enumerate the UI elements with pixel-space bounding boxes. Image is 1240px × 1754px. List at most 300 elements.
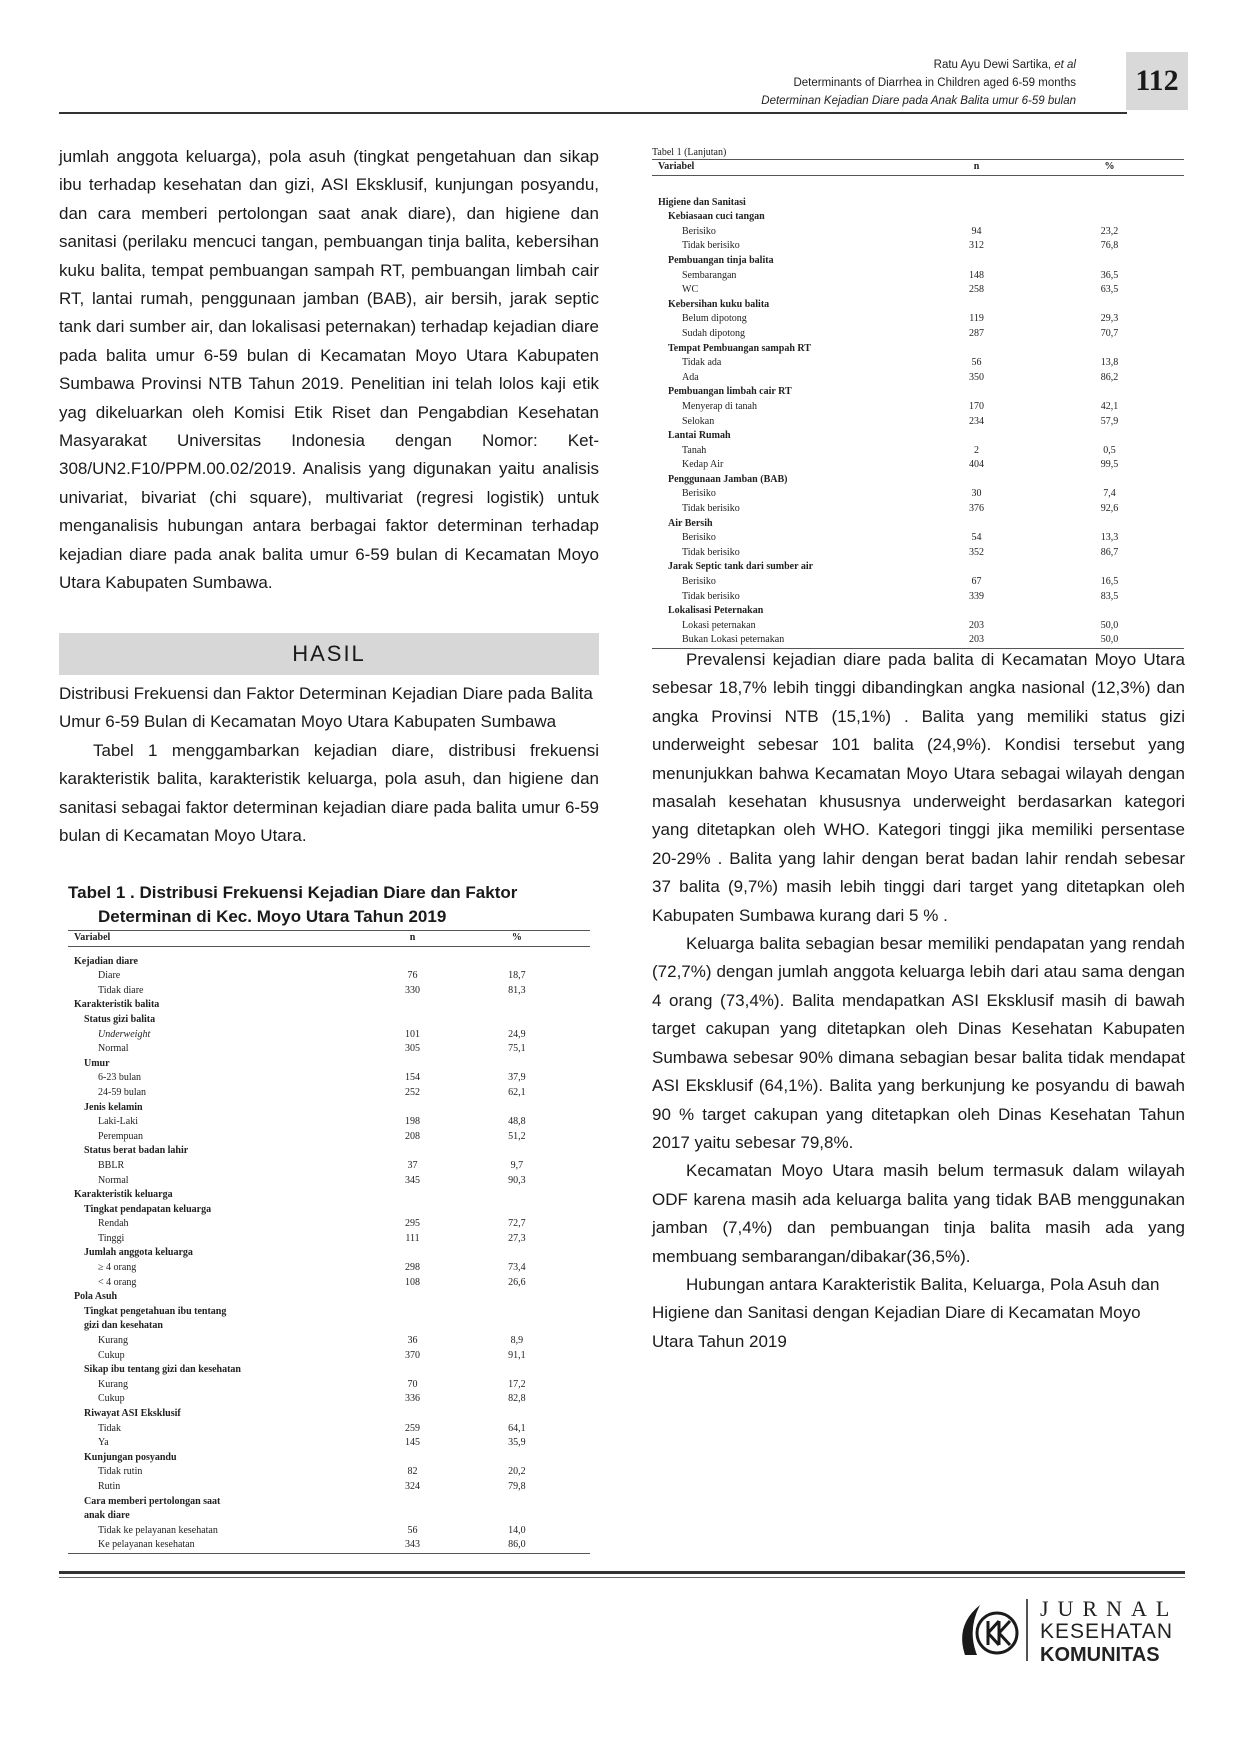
journal-logo-icon — [955, 1595, 1035, 1670]
table-cell-n: 234 — [969, 415, 985, 427]
table-cell-n: 154 — [405, 1072, 421, 1084]
table-cell-variabel: Diare — [98, 970, 121, 982]
table-cell-pct — [1035, 560, 1184, 575]
table-caption-line2: Determinan di Kec. Moyo Utara Tahun 2019 — [98, 907, 447, 926]
table-cell-n — [381, 955, 444, 970]
table-row — [68, 1509, 590, 1524]
table-cont-header-variabel: Variabel — [658, 161, 695, 172]
table-row — [68, 1290, 590, 1305]
table-cell-variabel: Tidak berisiko — [682, 590, 740, 602]
table-row — [68, 1232, 590, 1247]
table-cell-n — [918, 342, 1035, 357]
table-cell-variabel: Berisiko — [682, 225, 716, 237]
journal-logo-text — [1040, 1597, 1178, 1667]
table-cell-variabel: Tingkat pengetahuan ibu tentang — [84, 1305, 227, 1317]
table-cell-variabel: Tidak diare — [98, 984, 144, 996]
table-cell-pct: 76,8 — [1100, 240, 1119, 252]
table-cell-n — [381, 1290, 444, 1305]
table-cell-variabel: Selokan — [682, 415, 715, 427]
table-cell-pct: 81,3 — [508, 984, 526, 996]
table-cell-pct: 72,7 — [508, 1218, 526, 1230]
table-cell-n: 108 — [405, 1276, 421, 1288]
table-row — [652, 298, 1184, 313]
table-cell-pct: 99,5 — [1100, 459, 1119, 471]
table-row — [68, 1538, 590, 1553]
table-cell-variabel: Menyerap di tanah — [682, 400, 757, 412]
running-header — [761, 56, 1076, 110]
table-cell-variabel: Tinggi — [98, 1232, 125, 1244]
table-cell-n: 203 — [969, 634, 985, 646]
table-cell-variabel: Tanah — [682, 444, 707, 456]
table-cell-variabel: Tidak berisiko — [682, 240, 740, 252]
table-cell-pct: 24,9 — [508, 1028, 526, 1040]
table-cell-n — [918, 298, 1035, 313]
table-cell-n — [381, 1407, 444, 1422]
table-cell-pct — [1035, 298, 1184, 313]
table-row — [68, 1174, 590, 1189]
table-cell-variabel: Ada — [682, 371, 699, 383]
table-row — [68, 984, 590, 999]
table-cell-n — [381, 1495, 444, 1510]
table-1-bottom-rule — [68, 1553, 590, 1554]
table-row — [68, 1130, 590, 1145]
table-cell-n — [381, 998, 444, 1013]
table-cell-n: 295 — [405, 1218, 421, 1230]
table-row — [68, 1407, 590, 1422]
table-cell-variabel: Ke pelayanan kesehatan — [98, 1539, 195, 1551]
table-row — [652, 371, 1184, 386]
table-cell-pct — [444, 1101, 590, 1116]
body-paragraph: Tabel 1 menggambarkan kejadian diare, distribusi frekuensi karakteristik balita, karakteristik keluarga, pola asuh, dan higiene dan sanitasi sebagai faktor determinan kejadian diare pada balita umur 6-59 bulan di Kecamatan Moyo Utara. — [59, 740, 599, 846]
table-cell-pct — [1035, 429, 1184, 444]
table-row — [68, 1057, 590, 1072]
table-cell-variabel: Belum dipotong — [682, 313, 747, 325]
table-cell-variabel: Perempuan — [98, 1130, 143, 1142]
table-row — [68, 1378, 590, 1393]
table-cell-n: 36 — [407, 1335, 418, 1347]
table-row — [652, 254, 1184, 269]
table-cell-n: 70 — [407, 1378, 418, 1390]
table-row — [652, 196, 1184, 211]
table-cell-pct — [444, 1319, 590, 1334]
table-cell-variabel: Tidak ke pelayanan kesehatan — [98, 1524, 218, 1536]
table-cell-n — [918, 196, 1035, 211]
table-cell-variabel: Tidak — [98, 1422, 121, 1434]
table-row — [68, 1246, 590, 1261]
table-cell-pct — [444, 1246, 590, 1261]
table-cell-variabel: Tidak berisiko — [682, 546, 740, 558]
table-cell-pct — [444, 1290, 590, 1305]
table-cell-variabel: Kebersihan kuku balita — [668, 298, 770, 310]
table-cell-pct: 20,2 — [508, 1466, 526, 1478]
table-cell-variabel: Kejadian diare — [74, 955, 138, 967]
table-cell-n: 350 — [969, 371, 985, 383]
table-cell-n: 345 — [405, 1174, 421, 1186]
table-row — [68, 1334, 590, 1349]
table-row — [68, 1101, 590, 1116]
table-cell-variabel: Jumlah anggota keluarga — [84, 1247, 193, 1259]
table-cell-n: 330 — [405, 984, 421, 996]
table-row — [68, 1042, 590, 1057]
table-cell-variabel: Lantai Rumah — [668, 430, 731, 442]
table-row — [68, 1480, 590, 1495]
table-row — [68, 1086, 590, 1101]
table-row — [652, 312, 1184, 327]
table-cell-pct: 13,3 — [1100, 532, 1119, 544]
table-cell-variabel: Sikap ibu tentang gizi dan kesehatan — [84, 1364, 241, 1376]
table-cell-variabel: Rutin — [98, 1480, 121, 1492]
table-cell-pct: 18,7 — [508, 970, 526, 982]
table-cell-variabel: Normal — [98, 1174, 129, 1186]
table-cell-n: 287 — [969, 327, 985, 339]
table-cell-variabel: Ya — [98, 1437, 109, 1449]
table-cell-n: 305 — [405, 1043, 421, 1055]
table-cell-variabel: ≥ 4 orang — [98, 1262, 137, 1274]
table-cell-variabel: Lokalisasi Peternakan — [668, 605, 764, 617]
table-row — [68, 1071, 590, 1086]
table-cell-variabel: Riwayat ASI Eksklusif — [84, 1408, 181, 1419]
table-cell-pct — [1035, 385, 1184, 400]
table-cell-pct: 9,7 — [510, 1159, 524, 1171]
table-caption-line1: Tabel 1 . Distribusi Frekuensi Kejadian Diare dan Faktor — [68, 883, 518, 902]
table-row — [68, 1188, 590, 1203]
table-cell-n: 324 — [405, 1480, 421, 1492]
table-cell-variabel: Pola Asuh — [74, 1291, 118, 1303]
table-row — [652, 575, 1184, 590]
table-cell-pct: 50,0 — [1100, 619, 1119, 631]
table-cell-pct: 8,9 — [510, 1335, 524, 1347]
table-cell-variabel: Kurang — [98, 1335, 128, 1347]
table-cell-pct: 14,0 — [508, 1524, 526, 1536]
table-cell-pct: 83,5 — [1100, 590, 1119, 602]
table-header-pct: % — [511, 932, 522, 943]
table-cell-pct — [444, 1144, 590, 1159]
table-caption — [68, 881, 588, 929]
table-cell-n — [918, 254, 1035, 269]
table-cont-header-pct: % — [1104, 161, 1115, 172]
table-cell-n: 119 — [969, 313, 984, 325]
table-row — [68, 1276, 590, 1291]
table-cell-n: 404 — [969, 459, 985, 471]
table-row — [68, 1451, 590, 1466]
table-cell-n — [918, 385, 1035, 400]
table-cell-pct — [1035, 210, 1184, 225]
table-cell-variabel: Tempat Pembuangan sampah RT — [668, 342, 811, 354]
table-cell-variabel: Berisiko — [682, 532, 716, 544]
left-column-top — [59, 143, 599, 598]
table-cell-n: 298 — [405, 1262, 421, 1274]
table-cell-variabel: Kurang — [98, 1378, 128, 1390]
table-row — [652, 444, 1184, 459]
table-cell-pct: 70,7 — [1100, 327, 1119, 339]
table-row — [652, 560, 1184, 575]
table-cell-pct: 17,2 — [508, 1378, 526, 1390]
table-row — [652, 327, 1184, 342]
table-cell-n: 352 — [969, 546, 985, 558]
table-cell-n — [381, 1451, 444, 1466]
table-row — [68, 1115, 590, 1130]
table-cell-variabel: 6-23 bulan — [98, 1072, 142, 1084]
header-author: Ratu Ayu Dewi Sartika, — [933, 59, 1055, 71]
table-row — [652, 356, 1184, 371]
table-cell-variabel: Berisiko — [682, 576, 716, 588]
table-cell-pct: 86,0 — [508, 1539, 526, 1551]
table-row — [68, 1261, 590, 1276]
logo-line-jurnal: JURNAL — [1040, 1596, 1179, 1621]
table-cell-n — [381, 1188, 444, 1203]
header-title-en: Determinants of Diarrhea in Children aged 6-59 months — [793, 77, 1076, 89]
table-cell-variabel: Tidak rutin — [98, 1466, 143, 1478]
table-cell-pct: 51,2 — [508, 1130, 526, 1142]
table-row — [68, 1319, 590, 1334]
table-cell-pct — [1035, 473, 1184, 488]
table-cell-variabel: Berisiko — [682, 488, 716, 500]
table-row — [652, 517, 1184, 532]
table-cell-pct: 29,3 — [1100, 313, 1119, 325]
table-cell-pct: 90,3 — [508, 1174, 526, 1186]
table-cell-pct: 26,6 — [508, 1276, 526, 1288]
table-row — [68, 1495, 590, 1510]
table-cell-n — [918, 210, 1035, 225]
table-cell-variabel: Tidak berisiko — [682, 503, 740, 515]
table-cell-variabel: Sudah dipotong — [682, 327, 746, 339]
table-cell-pct — [1035, 604, 1184, 619]
table-cell-n: 94 — [971, 225, 982, 237]
table-cell-pct: 13,8 — [1100, 357, 1119, 369]
table-row — [652, 487, 1184, 502]
table-cell-pct: 0,5 — [1103, 444, 1116, 456]
table-cell-variabel: BBLR — [98, 1159, 125, 1171]
table-cell-variabel: Umur — [84, 1057, 110, 1069]
table-cell-n: 82 — [407, 1466, 418, 1478]
table-cell-pct — [1035, 254, 1184, 269]
table-cell-variabel: < 4 orang — [98, 1276, 137, 1288]
table-cell-pct: 73,4 — [508, 1262, 526, 1274]
table-cell-pct — [1035, 196, 1184, 211]
table-cell-n: 2 — [974, 444, 980, 456]
table-cell-n: 170 — [969, 400, 985, 412]
table-row — [652, 429, 1184, 444]
table-cell-variabel: Sembarangan — [682, 269, 737, 281]
table-cell-pct — [444, 1188, 590, 1203]
table-cell-variabel: Jenis kelamin — [84, 1101, 143, 1113]
table-cell-variabel: Lokasi peternakan — [682, 619, 756, 631]
table-cell-pct: 57,9 — [1100, 415, 1119, 427]
table-cell-pct: 79,8 — [508, 1480, 526, 1492]
table-cell-n: 56 — [971, 357, 982, 369]
section-heading-hasil: HASIL — [59, 633, 599, 675]
table-cell-variabel: Normal — [98, 1043, 129, 1055]
header-author-etal: et al — [1054, 59, 1076, 71]
table-cell-n — [918, 560, 1035, 575]
table-cell-n — [381, 1319, 444, 1334]
table-cell-variabel: Tidak ada — [682, 357, 722, 369]
table-row — [68, 1363, 590, 1378]
table-cell-n — [381, 1057, 444, 1072]
table-row — [652, 210, 1184, 225]
table-cell-pct: 64,1 — [508, 1422, 526, 1434]
table-row — [68, 1144, 590, 1159]
table-cell-n: 343 — [405, 1539, 421, 1551]
header-title-id: Determinan Kejadian Diare pada Anak Balita umur 6-59 bulan — [761, 95, 1076, 107]
table-1-grid — [68, 930, 590, 1553]
table-row — [68, 1159, 590, 1174]
table-row — [68, 969, 590, 984]
footer-rule-thin — [59, 1577, 1185, 1578]
table-cell-pct: 35,9 — [508, 1437, 526, 1449]
table-row — [652, 531, 1184, 546]
table-row — [68, 1349, 590, 1364]
table-cell-variabel: Kebiasaan cuci tangan — [668, 211, 765, 223]
table-cell-n: 54 — [971, 532, 982, 544]
footer-rule-thick — [59, 1571, 1185, 1574]
table-cell-pct: 63,5 — [1100, 284, 1119, 296]
logo-line-kesehatan: KESEHATAN — [1040, 1620, 1174, 1643]
table-cell-n — [381, 1101, 444, 1116]
table-cell-variabel: Rendah — [98, 1218, 129, 1230]
table-cell-n: 370 — [405, 1349, 421, 1361]
left-column-mid — [59, 680, 599, 850]
table-row — [652, 225, 1184, 240]
table-cell-variabel: Bukan Lokasi peternakan — [682, 634, 785, 646]
table-cell-pct — [444, 1013, 590, 1028]
table-row — [68, 1392, 590, 1407]
subheading: Distribusi Frekuensi dan Faktor Determinan Kejadian Diare pada Balita Umur 6-59 Bulan di Kecamatan Moyo Utara Kabupaten Sumbawa — [59, 684, 593, 732]
table-row — [68, 1217, 590, 1232]
table-row — [652, 400, 1184, 415]
table-cell-pct — [1035, 517, 1184, 532]
table-cell-n: 252 — [405, 1086, 421, 1098]
table-cell-n: 101 — [405, 1028, 421, 1040]
table-row — [68, 1013, 590, 1028]
body-paragraph: jumlah anggota keluarga), pola asuh (tingkat pengetahuan dan sikap ibu terhadap kesehatan dan gizi, ASI Eksklusif, kunjungan posyandu, dan cara memberi pertolongan saat anak diare), dan higiene dan sanitasi (perilaku mencuci tangan, pembuangan tinja balita, kebersihan kuku balita, tempat pembuangan sampah RT, pembuangan limbah cair RT, lantai rumah, penggunaan jamban (BAB), air bersih, jarak septic tank dari sumber air, dan lokalisasi peternakan) terhadap kejadian diare pada balita umur 6-59 bulan di Kecamatan Moyo Utara Kabupaten Sumbawa Provinsi NTB Tahun 2019. Penelitian ini telah lolos kaji etik yag dikeluarkan oleh Komisi Etik Riset dan Pengabdian Kesehatan Masyarakat Universitas Indonesia dengan Nomor: Ket-308/UN2.F10/PPM.00.02/2019. Analisis yang digunakan yaitu analisis univariat, bivariat (chi square), multivariat (regresi logistik) untuk menganalisis hubungan antara berbagai faktor determinan terhadap kejadian diare pada anak balita umur 6-59 bulan di Kecamatan Moyo Utara Kabupaten Sumbawa. — [59, 147, 599, 593]
table-row — [652, 619, 1184, 634]
table-row — [652, 239, 1184, 254]
table-cell-n — [918, 517, 1035, 532]
body-paragraph: Hubungan antara Karakteristik Balita, Keluarga, Pola Asuh dan Higiene dan Sanitasi dengan Kejadian Diare di Kecamatan Moyo Utara Tahun 2019 — [652, 1274, 1160, 1351]
table-row — [652, 546, 1184, 561]
table-1-continued — [652, 146, 1184, 649]
table-cell-variabel: Pembuangan limbah cair RT — [668, 386, 792, 398]
header-rule — [59, 112, 1127, 114]
table-cont-header-n: n — [973, 161, 980, 172]
table-cell-pct: 86,2 — [1100, 371, 1119, 383]
table-cell-variabel: Air Bersih — [668, 517, 713, 529]
table-cell-pct — [444, 1451, 590, 1466]
table-cell-variabel: Higiene dan Sanitasi — [658, 196, 746, 208]
table-cell-pct: 86,7 — [1100, 546, 1119, 558]
table-header-n: n — [409, 932, 416, 943]
table-1-continued-grid — [652, 159, 1184, 648]
table-row — [652, 269, 1184, 284]
table-row — [652, 590, 1184, 605]
table-cell-pct — [444, 1057, 590, 1072]
table-cell-n — [381, 1203, 444, 1218]
table-cell-n: 67 — [971, 576, 982, 588]
table-cell-variabel: gizi dan kesehatan — [84, 1320, 163, 1332]
table-cell-variabel: Pembuangan tinja balita — [668, 254, 774, 266]
table-cell-pct: 42,1 — [1100, 400, 1119, 412]
table-row — [68, 1465, 590, 1480]
table-row — [652, 415, 1184, 430]
table-cell-n: 30 — [971, 488, 982, 500]
table-cell-pct — [444, 998, 590, 1013]
table-cell-pct: 82,8 — [508, 1393, 526, 1405]
table-cell-n: 339 — [969, 590, 985, 602]
table-cell-pct: 36,5 — [1100, 269, 1119, 281]
table-cell-n — [918, 429, 1035, 444]
table-cell-variabel: Cukup — [98, 1349, 125, 1361]
table-row — [652, 283, 1184, 298]
table-cell-pct — [1035, 342, 1184, 357]
table-cell-n: 336 — [405, 1393, 421, 1405]
table-row — [652, 473, 1184, 488]
table-cell-n: 111 — [405, 1232, 420, 1244]
table-row — [652, 342, 1184, 357]
table-row — [68, 1524, 590, 1539]
table-cell-variabel: Karakteristik balita — [74, 999, 160, 1011]
table-row — [68, 1028, 590, 1043]
table-cell-pct: 23,2 — [1100, 225, 1119, 237]
table-cell-n — [381, 1305, 444, 1320]
table-header-variabel: Variabel — [74, 932, 111, 943]
table-cell-n: 258 — [969, 284, 985, 296]
table-row — [68, 1436, 590, 1451]
body-paragraph: Keluarga balita sebagian besar memiliki pendapatan yang rendah (72,7%) dengan jumlah anggota keluarga lebih dari atau sama dengan 4 orang (73,4%). Balita mendapatkan ASI Eksklusif masih di bawah target cakupan yang ditetapkan oleh Dinas Kesehatan Kabupaten Sumbawa sebesar 90% dimana sebagian besar balita tidak mendapat ASI Eksklusif (64,1%). Balita yang berkunjung ke posyandu di bawah 90 % target cakupan yang ditetapkan oleh Dinas Kesehatan Tahun 2017 yaitu sebesar 79,8%. — [652, 934, 1185, 1152]
table-cell-pct — [444, 1203, 590, 1218]
table-cell-n: 56 — [407, 1524, 418, 1536]
table-cell-pct: 92,6 — [1100, 503, 1119, 515]
table-cell-pct: 7,4 — [1103, 488, 1116, 500]
table-cell-pct — [444, 955, 590, 970]
table-cell-variabel: Karakteristik keluarga — [74, 1189, 173, 1201]
table-1 — [68, 930, 590, 1554]
table-cell-n: 208 — [405, 1130, 421, 1142]
table-cell-variabel: Jarak Septic tank dari sumber air — [668, 561, 814, 573]
table-cell-variabel: Underweight — [98, 1028, 151, 1040]
table-cell-n — [918, 473, 1035, 488]
table-cell-pct — [444, 1509, 590, 1524]
table-cell-n: 312 — [969, 240, 985, 252]
table-cell-variabel: Status berat badan lahir — [84, 1145, 189, 1157]
table-cell-variabel: Cukup — [98, 1393, 125, 1405]
logo-line-komunitas: KOMUNITAS — [1040, 1644, 1160, 1666]
table-row — [652, 458, 1184, 473]
table-cell-pct — [444, 1363, 590, 1378]
table-row — [652, 604, 1184, 619]
table-cell-variabel: Kedap Air — [682, 459, 724, 471]
table-cell-pct: 16,5 — [1100, 576, 1119, 588]
table-cell-variabel: Kunjungan posyandu — [84, 1451, 177, 1463]
table-cell-n: 198 — [405, 1116, 421, 1128]
body-paragraph: Prevalensi kejadian diare pada balita di Kecamatan Moyo Utara sebesar 18,7% lebih tinggi dibandingkan angka nasional (12,3%) dan angka Provinsi NTB (15,1%) . Balita yang memiliki status gizi underweight sebesar 101 balita (24,9%). Kondisi tersebut yang menunjukkan bahwa Kecamatan Moyo Utara sebagai wilayah dengan masalah kesehatan khususnya underweight berdasarkan kategori yang ditetapkan oleh WHO. Kategori tinggi jika memiliki persentase 20-29% . Balita yang lahir dengan berat badan lahir rendah sebesar 37 balita (9,7%) masih lebih tinggi dari target yang ditetapkan oleh Kabupaten Sumbawa kurang dari 5 % . — [652, 650, 1185, 925]
table-cell-pct: 50,0 — [1100, 634, 1119, 646]
table-row — [652, 502, 1184, 517]
table-cell-n: 148 — [969, 269, 985, 281]
table-cell-variabel: WC — [682, 284, 699, 296]
table-cell-pct — [444, 1305, 590, 1320]
table-cell-n: 376 — [969, 503, 985, 515]
table-cell-pct — [444, 1495, 590, 1510]
table-row — [68, 1203, 590, 1218]
table-cell-variabel: Tingkat pendapatan keluarga — [84, 1203, 212, 1215]
table-row — [68, 1305, 590, 1320]
body-paragraph: Kecamatan Moyo Utara masih belum termasuk dalam wilayah ODF karena masih ada keluarga balita yang tidak BAB menggunakan jamban (7,4%) dan pembuangan tinja balita masih ada yang membuang sembarangan/dibakar(36,5%). — [652, 1161, 1185, 1266]
table-cell-pct: 48,8 — [508, 1116, 526, 1128]
table-cell-pct: 37,9 — [508, 1072, 526, 1084]
table-cell-pct: 27,3 — [508, 1232, 526, 1244]
table-cell-n — [381, 1013, 444, 1028]
